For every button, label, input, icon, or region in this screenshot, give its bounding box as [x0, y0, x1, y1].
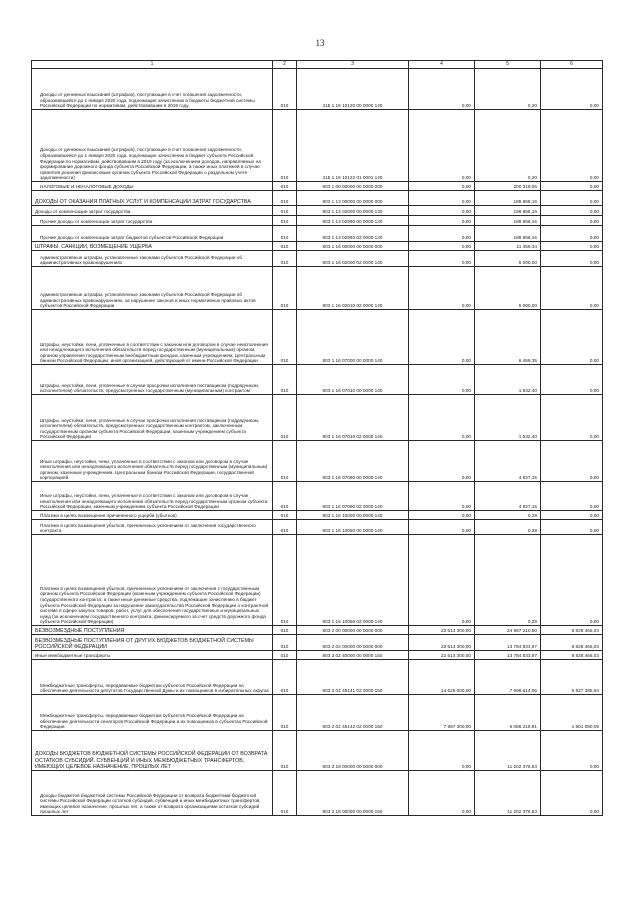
- row-name: ДОХОДЫ ОТ ОКАЗАНИЯ ПЛАТНЫХ УСЛУГ И КОМПЕНСАЦИИ ЗАТРАТ ГОСУДАРСТВА: [32, 191, 273, 206]
- row-col6: 0,00: [541, 216, 603, 226]
- row-code: 010: [273, 365, 297, 395]
- row-col6: 0,00: [541, 511, 603, 520]
- row-col6: 0,00: [541, 226, 603, 242]
- row-name: БЕЗВОЗМЕЗДНЫЕ ПОСТУПЛЕНИЯ: [32, 626, 273, 635]
- row-code: 010: [273, 771, 297, 816]
- row-col6: 8 828 466,03: [541, 651, 603, 660]
- row-col5: 1 532,40: [475, 365, 541, 395]
- row-col5: 200 318,06: [475, 182, 541, 191]
- row-col5: 6 086 219,91: [475, 695, 541, 731]
- row-name: Штрафы, неустойки, пени, уплаченные в соответствии с законом или договором в случае неисполнения или ненадлежащего исполнения обязательств перед государственным (муниципальным) органом, органом управления государственным внебюджетным фондом, казенным учреждением, Центральным банком Российской Федерации, иной организацией, действующей от имени Российской Федерации: [32, 310, 273, 365]
- row-col4: 0,00: [409, 251, 475, 267]
- row-code: 010: [273, 482, 297, 511]
- row-col6: 0,00: [541, 365, 603, 395]
- row-kbk: 803 1 16 02010 02 0000 140: [297, 267, 409, 310]
- row-col4: 0,00: [409, 365, 475, 395]
- row-kbk: 415 1 16 10122 01 0001 140: [297, 110, 409, 182]
- row-code: 010: [273, 635, 297, 651]
- row-name: Платежи в целях возмещения убытков, причиненных уклонением от заключения с государственным органом субъекта Российской Федерации (казенным учреждением субъекта Российской Федерации) государственного контракта, а также иные денежные средства, подлежащие зачислению в бюджет субъекта Российской Федерации за нарушение законодательства Российской Федерации о контрактной системе в сфере закупок товаров, работ, услуг для обеспечения государственных и муниципальных нужд (за исключением государственного контракта, финансируемого за счет средств дорожного фонда субъекта Российской Федерации): [32, 535, 273, 626]
- row-code: 010: [273, 441, 297, 482]
- row-kbk: 803 1 16 10050 00 0000 140: [297, 520, 409, 535]
- row-name: Штрафы, неустойки, пени, уплаченные в случае просрочки исполнения поставщиком (подрядчиком, исполнителем) обязательств, предусмотренных государственным контрактом, заключенным государственным органом субъекта Российской Федерации, казенным учреждением субъекта Российской Федерации: [32, 395, 273, 441]
- row-col5: 4 927,15: [475, 441, 541, 482]
- row-col5: 0,20: [475, 110, 541, 182]
- row-code: 010: [273, 242, 297, 251]
- row-col6: 0,00: [541, 191, 603, 206]
- row-name: Доходы бюджетов бюджетной системы Российской Федерации от возврата бюджетами бюджетной системы Российской Федерации остатков субсидий, субвенций и иных межбюджетных трансфертов, имеющих целевое назначение, прошлых лет, а также от возврата организациями остатков субсидий прошлых лет: [32, 771, 273, 816]
- row-col6: 0,00: [541, 441, 603, 482]
- table-row: [32, 310, 603, 365]
- row-code: 010: [273, 651, 297, 660]
- row-col6: 0,00: [541, 110, 603, 182]
- row-name: Иные межбюджетные трансферты: [32, 651, 273, 660]
- row-code: 010: [273, 310, 297, 365]
- row-col5: 0,20: [475, 69, 541, 110]
- column-header: 1: [32, 61, 273, 69]
- row-col4: 22 613 300,00: [409, 635, 475, 651]
- table-row: [32, 511, 603, 520]
- row-col6: 6 927 385,94: [541, 660, 603, 695]
- row-col5: 24 987 210,50: [475, 626, 541, 635]
- row-col4: 0,00: [409, 226, 475, 242]
- row-code: 010: [273, 695, 297, 731]
- table-row: [32, 535, 603, 626]
- row-kbk: 803 1 16 07090 02 0000 140: [297, 482, 409, 511]
- row-col4: 22 613 300,00: [409, 626, 475, 635]
- row-col4: 0,00: [409, 267, 475, 310]
- row-kbk: 803 2 00 00000 00 0000 000: [297, 626, 409, 635]
- row-col4: 0,00: [409, 69, 475, 110]
- row-code: 010: [273, 520, 297, 535]
- row-col6: 0,00: [541, 206, 603, 216]
- row-code: 010: [273, 267, 297, 310]
- row-name: Иные штрафы, неустойки, пени, уплаченные в соответствии с законом или договором в случае неисполнения или ненадлежащего исполнения обязательств перед государственным органом субъекта Российской Федерации, казенным учреждением субъекта Российской Федерации: [32, 482, 273, 511]
- row-code: 010: [273, 226, 297, 242]
- table-row: [32, 216, 603, 226]
- row-col5: 0,29: [475, 511, 541, 520]
- row-name: Доходы от компенсации затрат государства: [32, 206, 273, 216]
- row-name: ШТРАФЫ, САНКЦИИ, ВОЗМЕЩЕНИЕ УЩЕРБА: [32, 242, 273, 251]
- row-col4: 0,00: [409, 441, 475, 482]
- row-code: 010: [273, 182, 297, 191]
- row-name: Платежи в целях возмещения причиненного ущерба (убытков): [32, 511, 273, 520]
- row-col6: 0,00: [541, 242, 603, 251]
- row-col6: 0,00: [541, 182, 603, 191]
- row-col5: 188 858,16: [475, 226, 541, 242]
- row-col5: 188 858,16: [475, 216, 541, 226]
- row-col4: 0,00: [409, 771, 475, 816]
- row-kbk: 803 1 16 07010 02 0000 140: [297, 395, 409, 441]
- row-kbk: 803 2 18 00000 00 0000 000: [297, 731, 409, 771]
- table-row: [32, 520, 603, 535]
- column-header: 6: [541, 61, 603, 69]
- table-row: [32, 731, 603, 771]
- table-row: [32, 695, 603, 731]
- revenue-table: [31, 60, 603, 816]
- table-row: [32, 242, 603, 251]
- table-row: [32, 69, 603, 110]
- table-row: [32, 626, 603, 635]
- row-name: Прочие доходы от компенсации затрат бюджетов субъектов Российской Федерации: [32, 226, 273, 242]
- row-kbk: 803 1 16 02000 02 0000 140: [297, 251, 409, 267]
- row-kbk: 803 1 16 07010 00 0000 140: [297, 365, 409, 395]
- table-row: [32, 267, 603, 310]
- row-col4: 0,00: [409, 206, 475, 216]
- table-row: [32, 182, 603, 191]
- row-col4: 0,00: [409, 482, 475, 511]
- row-kbk: 803 1 00 00000 00 0000 000: [297, 182, 409, 191]
- row-col4: 14 626 000,00: [409, 660, 475, 695]
- row-col6: 0,00: [541, 771, 603, 816]
- row-col6: 1 901 080,09: [541, 695, 603, 731]
- row-kbk: 803 2 02 00000 00 0000 000: [297, 635, 409, 651]
- table-row: [32, 251, 603, 267]
- row-kbk: 803 1 16 10056 02 0000 140: [297, 535, 409, 626]
- row-col4: 0,00: [409, 395, 475, 441]
- row-code: 010: [273, 626, 297, 635]
- row-code: 010: [273, 660, 297, 695]
- row-code: 010: [273, 206, 297, 216]
- row-col5: 188 858,16: [475, 206, 541, 216]
- row-col4: 0,00: [409, 216, 475, 226]
- column-header: 4: [409, 61, 475, 69]
- row-col5: 188 858,16: [475, 191, 541, 206]
- row-name: НАЛОГОВЫЕ И НЕНАЛОГОВЫЕ ДОХОДЫ: [32, 182, 273, 191]
- row-col6: 0,00: [541, 731, 603, 771]
- row-col6: 0,00: [541, 251, 603, 267]
- table-row: [32, 206, 603, 216]
- row-code: 010: [273, 251, 297, 267]
- row-col5: 5 000,00: [475, 267, 541, 310]
- row-kbk: 803 1 13 02992 02 0000 130: [297, 226, 409, 242]
- row-code: 010: [273, 395, 297, 441]
- column-header: 5: [475, 61, 541, 69]
- row-col6: 0,00: [541, 395, 603, 441]
- row-kbk: 803 1 13 00000 00 0000 000: [297, 191, 409, 206]
- table-row: [32, 110, 603, 182]
- row-col5: 13 784 833,97: [475, 635, 541, 651]
- row-col5: 0,29: [475, 520, 541, 535]
- row-kbk: 803 1 16 10000 00 0000 140: [297, 511, 409, 520]
- row-kbk: 803 2 02 45142 02 0000 150: [297, 695, 409, 731]
- row-kbk: 803 2 02 40000 00 0000 150: [297, 651, 409, 660]
- row-col4: 0,00: [409, 511, 475, 520]
- column-header: 3: [297, 61, 409, 69]
- row-col4: 22 613 300,00: [409, 651, 475, 660]
- row-col4: 0,00: [409, 310, 475, 365]
- row-col5: 6 459,35: [475, 310, 541, 365]
- table-row: [32, 635, 603, 651]
- row-name: ДОХОДЫ БЮДЖЕТОВ БЮДЖЕТНОЙ СИСТЕМЫ РОССИЙСКОЙ ФЕДЕРАЦИИ ОТ ВОЗВРАТА ОСТАТКОВ СУБСИДИЙ, СУБВЕНЦИЙ И ИНЫХ МЕЖБЮДЖЕТНЫХ ТРАНСФЕРТОВ, ИМЕЮЩИХ ЦЕЛЕВОЕ НАЗНАЧЕНИЕ, ПРОШЛЫХ ЛЕТ: [32, 731, 273, 771]
- row-col5: 0,29: [475, 535, 541, 626]
- row-col5: 11 459,34: [475, 242, 541, 251]
- table-row: [32, 441, 603, 482]
- row-col5: 4 927,15: [475, 482, 541, 511]
- page-number: 13: [315, 38, 325, 48]
- table-header-row: [32, 61, 603, 69]
- table-row: [32, 660, 603, 695]
- row-col6: 8 828 466,03: [541, 635, 603, 651]
- row-name: Платежи в целях возмещения убытков, причиненных уклонением от заключения государственного контракта: [32, 520, 273, 535]
- row-code: 010: [273, 110, 297, 182]
- row-col5: 1 532,40: [475, 395, 541, 441]
- row-kbk: 803 1 16 07000 00 0000 140: [297, 310, 409, 365]
- row-col6: 0,00: [541, 535, 603, 626]
- column-header: 2: [273, 61, 297, 69]
- table-row: [32, 395, 603, 441]
- row-name: Прочие доходы от компенсации затрат государства: [32, 216, 273, 226]
- row-col4: 7 987 300,00: [409, 695, 475, 731]
- row-kbk: 803 1 16 07090 00 0000 140: [297, 441, 409, 482]
- row-kbk: 803 2 02 45141 02 0000 150: [297, 660, 409, 695]
- row-name: Административные штрафы, установленные законами субъектов Российской Федерации об административных правонарушениях: [32, 251, 273, 267]
- row-code: 010: [273, 731, 297, 771]
- row-col5: 5 000,00: [475, 251, 541, 267]
- row-col6: 0,00: [541, 310, 603, 365]
- row-name: Административные штрафы, установленные законами субъектов Российской Федерации об административных правонарушениях, за нарушение законов и иных нормативных правовых актов субъектов Российской Федерации: [32, 267, 273, 310]
- row-col5: 13 784 833,97: [475, 651, 541, 660]
- table-row: [32, 226, 603, 242]
- row-col4: 0,00: [409, 182, 475, 191]
- row-name: Доходы от денежных взысканий (штрафов), поступающие в счет погашения задолженности, образовавшейся до 1 января 2020 года, подлежащие зачислению в бюджет субъекта Российской Федерации по нормативам, действовавшим в 2019 году (за исключением доходов, направляемых на формирование дорожного фонда субъекта Российской Федерации, а также иных платежей в случае принятия решения финансовым органом субъекта Российской Федерации о раздельном учете задолженности): [32, 110, 273, 182]
- row-col4: 0,00: [409, 191, 475, 206]
- row-name: Иные штрафы, неустойки, пени, уплаченные в соответствии с законом или договором в случае неисполнения или ненадлежащего исполнения обязательств перед государственным (муниципальным) органом, казенным учреждением, Центральным банком Российской Федерации, государственной корпорацией: [32, 441, 273, 482]
- row-name: Межбюджетные трансферты, передаваемые бюджетам субъектов Российской Федерации на обеспечение деятельности сенаторов Российской Федерации и их помощников в субъектах Российской Федерации: [32, 695, 273, 731]
- row-col5: 11 202 376,53: [475, 771, 541, 816]
- row-name: Доходы от денежных взысканий (штрафов), поступающие в счет погашения задолженности, образовавшейся до 1 января 2020 года, подлежащие зачислению в бюджеты бюджетной системы Российской Федерации по нормативам, действовавшим в 2019 году: [32, 69, 273, 110]
- row-col4: 0,00: [409, 731, 475, 771]
- table-row: [32, 482, 603, 511]
- row-col4: 0,00: [409, 535, 475, 626]
- table-row: [32, 191, 603, 206]
- row-col6: 0,00: [541, 69, 603, 110]
- row-kbk: 803 1 13 02990 00 0000 130: [297, 216, 409, 226]
- row-col5: 11 202 376,53: [475, 731, 541, 771]
- row-kbk: 803 1 16 00000 00 0000 000: [297, 242, 409, 251]
- row-col6: 0,00: [541, 267, 603, 310]
- row-kbk: 415 1 16 10120 00 0000 140: [297, 69, 409, 110]
- row-col4: 0,00: [409, 520, 475, 535]
- row-kbk: 803 2 18 00000 00 0000 150: [297, 771, 409, 816]
- row-col5: 7 698 614,06: [475, 660, 541, 695]
- row-col4: 0,00: [409, 242, 475, 251]
- row-code: 010: [273, 216, 297, 226]
- row-col6: 8 828 466,03: [541, 626, 603, 635]
- row-code: 010: [273, 69, 297, 110]
- row-col6: 0,00: [541, 482, 603, 511]
- row-code: 010: [273, 535, 297, 626]
- table-row: [32, 365, 603, 395]
- row-name: БЕЗВОЗМЕЗДНЫЕ ПОСТУПЛЕНИЯ ОТ ДРУГИХ БЮДЖЕТОВ БЮДЖЕТНОЙ СИСТЕМЫ РОССИЙСКОЙ ФЕДЕРАЦИИ: [32, 635, 273, 651]
- table-row: [32, 651, 603, 660]
- row-name: Межбюджетные трансферты, передаваемые бюджетам субъектов Российской Федерации на обеспечение деятельности депутатов Государственной Думы и их помощников в избирательных округах: [32, 660, 273, 695]
- row-col6: 0,00: [541, 520, 603, 535]
- row-col4: 0,00: [409, 110, 475, 182]
- row-code: 010: [273, 511, 297, 520]
- row-kbk: 803 1 13 02000 00 0000 130: [297, 206, 409, 216]
- table-row: [32, 771, 603, 816]
- row-code: 010: [273, 191, 297, 206]
- row-name: Штрафы, неустойки, пени, уплаченные в случае просрочки исполнения поставщиком (подрядчиком, исполнителем) обязательств, предусмотренных государственным (муниципальным) контрактом: [32, 365, 273, 395]
